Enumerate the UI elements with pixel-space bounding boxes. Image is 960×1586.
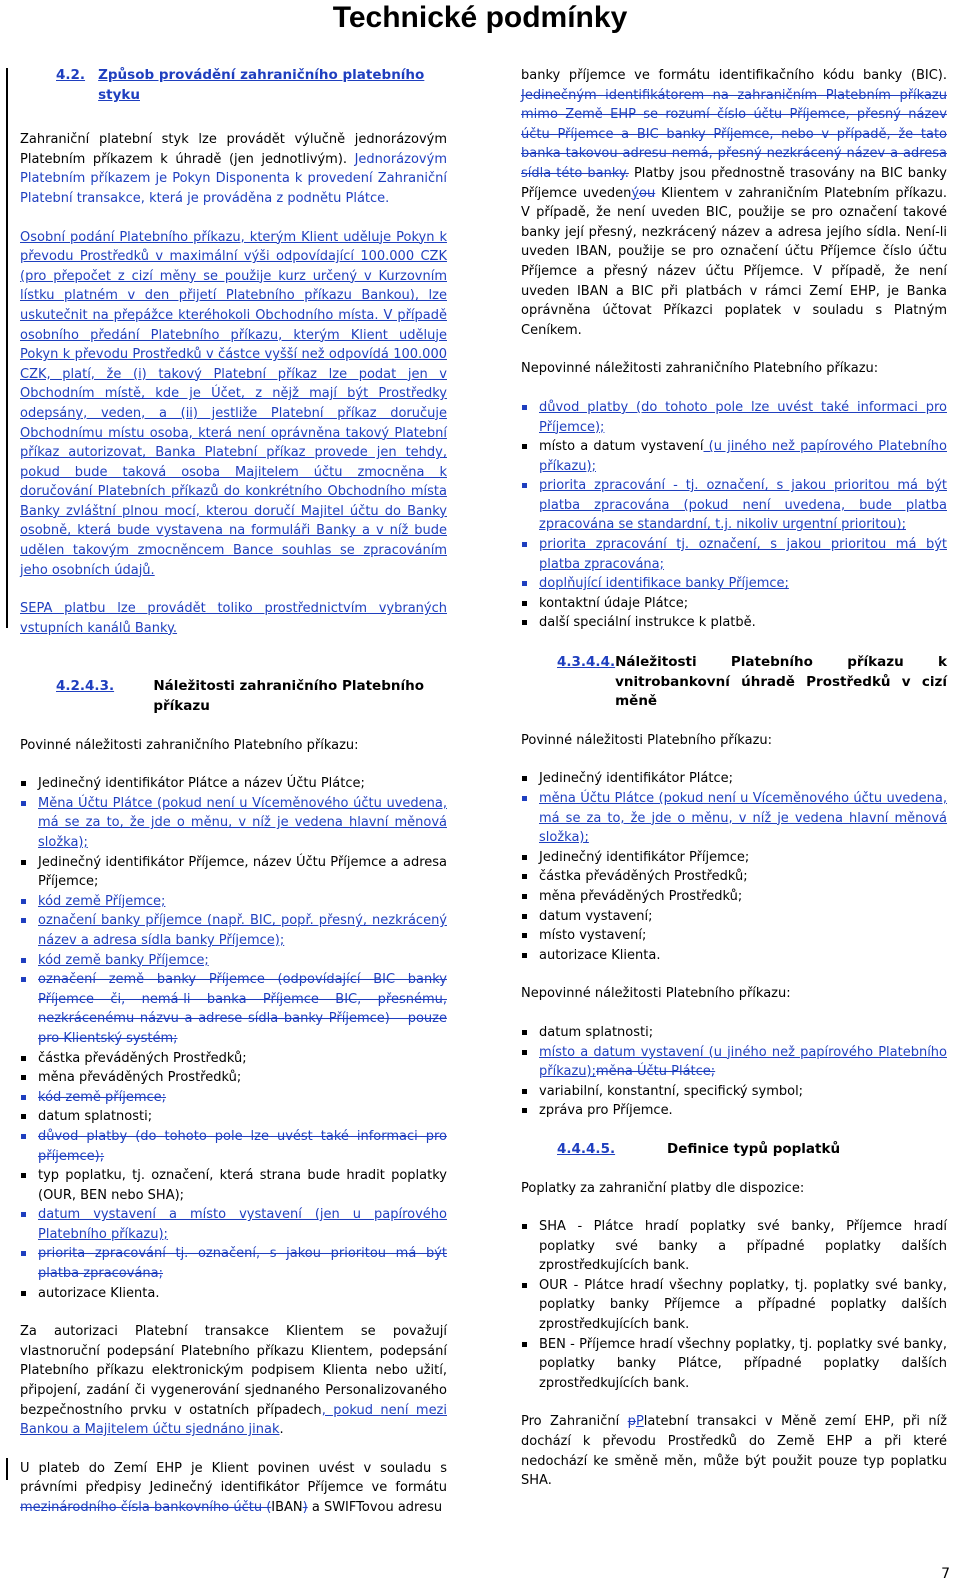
section-heading-4-5 <box>521 1140 947 1160</box>
text-segment: a SWIFTovou adresu <box>307 1500 443 1515</box>
list-item-text: důvod platby (do tohoto pole lze uvést také informaci pro příjemce); <box>38 1128 447 1164</box>
mandatory-list <box>20 774 447 1303</box>
list-item <box>521 1217 947 1276</box>
list-item <box>20 1049 447 1069</box>
list-item-text: Jedinečný identifikátor Příjemce; <box>539 849 750 865</box>
text-segment: Jedinečným identifikátorem na zahraničním Platebním příkazu mimo Země EHP se rozumí číslo účtu Příjemce, přesný název účtu Příjemce a BIC banky Příjemce, nebo v případě, že tato banka takovou adresu nemá, přesný nezkrácený název a adresa sídla této banky. <box>521 87 947 181</box>
list-item <box>20 774 447 794</box>
text-segment: ou <box>639 185 656 201</box>
mandatory-list <box>521 769 947 965</box>
list-item-text: variabilní, konstantní, specifický symbol; <box>539 1083 804 1099</box>
list-item <box>521 398 947 437</box>
list-item <box>20 911 447 950</box>
section-heading-4-4 <box>521 653 947 712</box>
list-item-text: priorita zpracování tj. označení, s jakou prioritou má být platba zpracována; <box>38 1246 447 1282</box>
list-item-text: priorita zpracování tj. označení, s jakou prioritou má být platba zpracována; <box>539 537 947 572</box>
list-item-text: datum splatnosti; <box>539 1024 654 1040</box>
list-item <box>20 1166 447 1205</box>
list-item <box>521 574 947 594</box>
list-item-text: Měna Účtu Plátce (pokud není u Víceměnového účtu uvedena, má se za to, že jde o měnu, v níž je vedena hlavní měnová složka); <box>38 795 447 850</box>
text-segment: U plateb do Zemí EHP je Klient povinen uvést v souladu s právními předpisy Jedinečný identifikátor Příjemce ve formátu <box>20 1460 447 1496</box>
paragraph: Povinné náležitosti zahraničního Platebního příkazu: <box>20 737 359 753</box>
paragraph: Osobní podání Platebního příkazu, kterým Klient uděluje Pokyn k převodu Prostředků v maximální výši odpovídající 100.000 CZK (pro přepočet z cizí měny se použije kurz určený v Kurzovním lístku platném v den přijetí Platebního příkazu Bankou), lze uskutečnit na přepážce kteréhokoli Obchodního místa. V případě osobního předání Platebního příkazu, kterým Klient uděluje Pokyn k převodu Prostředků v částce vyšší než odpovídá 100.000 CZK, platí, že (i) takový Platební příkaz lze podat jen v Obchodním místě, kde je Účet, z nějž mají být Prostředky odepsány, veden, a (ii) jestliže Platební příkaz doručuje Obchodnímu místu osoba, která není oprávněna takový Platební příkaz autorizovat, Banka Platební příkaz provede jen tehdy, pokud bude taková osoba Majitelem účtu zmocněna k doručování Platebních příkazů do konkrétního Obchodního místa Banky zvláštní plnou mocí, kterou doručí Majitel účtu do Banky osobně, která bude vystavena na formuláři Banky a v níž bude udělen takovým zmocněncem Bance souhlas se zpracováním jeho osobních údajů. <box>20 229 447 578</box>
list-item <box>521 887 947 907</box>
list-item <box>521 907 947 927</box>
text-segment: P <box>635 1414 644 1430</box>
change-bar <box>6 1458 8 1480</box>
list-item <box>521 1101 947 1121</box>
list-item-text: zpráva pro Příjemce. <box>539 1103 673 1119</box>
list-item <box>521 476 947 535</box>
list-item-text: OUR - Plátce hradí všechny poplatky, tj. poplatky své banky, poplatky banky Příjemce a případné poplatky dalších zprostředkujících bank. <box>539 1277 947 1333</box>
paragraph: Nepovinné náležitosti zahraničního Platebního příkazu: <box>521 361 879 377</box>
list-item <box>20 1244 447 1283</box>
list-item-text: další speciální instrukce k platbě. <box>539 615 756 631</box>
list-item <box>521 1023 947 1043</box>
paragraph <box>20 1322 447 1440</box>
section-number: 4.3.4.4. <box>557 654 616 671</box>
text-segment: Pro Zahraniční <box>521 1414 628 1430</box>
list-item <box>521 1043 947 1082</box>
list-item-text: autorizace Klienta. <box>38 1285 160 1301</box>
list-item-text: částka převáděných Prostředků; <box>38 1050 247 1066</box>
text-segment: p <box>627 1414 636 1430</box>
paragraph: Poplatky za zahraniční platby dle dispozice: <box>521 1180 805 1196</box>
paragraph <box>20 1459 447 1518</box>
list-item-text: kód země Příjemce; <box>38 893 166 909</box>
list-item-text: částka převáděných Prostředků; <box>539 869 748 885</box>
list-item-text: Jedinečný identifikátor Plátce a název Účtu Plátce; <box>38 776 365 792</box>
list-item-text: měna převáděných Prostředků; <box>38 1070 242 1086</box>
list-item <box>521 1276 947 1335</box>
list-item-text: typ poplatku, tj. označení, která strana bude hradit poplatky (OUR, BEN nebo SHA); <box>38 1168 447 1203</box>
text-segment: IBAN <box>271 1500 303 1515</box>
list-item <box>521 535 947 574</box>
list-item-text: kód země banky Příjemce; <box>38 952 209 968</box>
text-segment: . <box>279 1422 284 1438</box>
optional-list <box>521 398 947 633</box>
list-item-text: měna Účtu Plátce (pokud není u Víceměnového účtu uvedena, má se za to, že jde o měnu, v níž je vedena hlavní měnová složka); <box>539 791 947 846</box>
left-column <box>20 66 447 1518</box>
list-item-text: priorita zpracování - tj. označení, s jakou prioritou má být platba zpracována (pokud není uvedena, bude platba zpracována se standardní, t.j. nikoliv urgentní prioritou); <box>539 478 947 533</box>
section-title: Způsob provádění zahraničního platebního styku <box>98 67 425 103</box>
paragraph <box>20 130 447 208</box>
text-segment: banky příjemce ve formátu identifikačního kódu banky (BIC). <box>521 68 947 83</box>
list-item-text: SHA - Plátce hradí poplatky své banky, Příjemce hradí poplatky své banky a případné poplatky dalších zprostředkujících bank. <box>539 1219 947 1274</box>
list-item-text: datum splatnosti; <box>38 1109 153 1125</box>
paragraph <box>521 1412 947 1490</box>
list-item-text: datum vystavení a místo vystavení (jen u papírového Platebního příkazu); <box>38 1207 447 1242</box>
section-title: Náležitosti zahraničního Platebního příkazu <box>153 678 424 715</box>
list-item-text: měna Účtu Plátce; <box>596 1064 716 1080</box>
list-item-text: označení banky příjemce (např. BIC, popř. přesný, nezkrácený název a adresa sídla banky Příjemce); <box>38 913 447 948</box>
list-item-text: měna převáděných Prostředků; <box>539 888 743 904</box>
list-item <box>20 794 447 853</box>
list-item-text: Jedinečný identifikátor Plátce; <box>539 771 733 787</box>
list-item-text: kód země příjemce; <box>38 1089 167 1105</box>
paragraph: SEPA platbu lze provádět toliko prostřednictvím vybraných vstupních kanálů Banky. <box>20 601 447 636</box>
section-heading-4-2 <box>20 66 447 105</box>
list-item <box>521 867 947 887</box>
section-number: 4.2. <box>56 67 86 83</box>
page-title: Technické podmínky <box>332 1 628 34</box>
paragraph <box>521 66 947 340</box>
list-item <box>20 1107 447 1127</box>
list-item <box>521 946 947 966</box>
text-segment: ) <box>302 1500 308 1515</box>
list-item-text: doplňující identifikace banky Příjemce; <box>539 576 789 592</box>
list-item <box>521 789 947 848</box>
list-item <box>521 926 947 946</box>
list-item <box>20 1068 447 1088</box>
page-number: 7 <box>941 1566 950 1582</box>
list-item <box>521 1335 947 1394</box>
list-item-text: BEN - Příjemce hradí všechny poplatky, tj. poplatky své banky, poplatky banky Plátce, případné poplatky dalších zprostředkujících bank. <box>539 1336 947 1391</box>
list-item <box>521 769 947 789</box>
list-item <box>521 1082 947 1102</box>
optional-list <box>521 1023 947 1121</box>
list-item-text: místo a datum vystavení (u jiného než papírového Platebního příkazu); <box>539 1044 947 1080</box>
text-segment: Klientem v zahraničním Platebním příkazu. V případě, že není uveden BIC, použije se pro označení takové banky její přesný, nezkrácený název a adresa jejího sídla. Není-li uveden IBAN, použije se pro označení účtu Příjemce číslo účtu Příjemce a přesný název účtu Příjemce. V případě, že není uveden IBAN a BIC při platbách v rámci Zemí EHP, je Banka oprávněna účtovat Příkazci poplatek v souladu s Platným Ceníkem. <box>521 185 947 338</box>
text-segment: ý <box>631 185 640 201</box>
section-number: 4.2.4.3. <box>56 678 115 695</box>
list-item <box>20 853 447 892</box>
list-item <box>521 848 947 868</box>
list-item <box>20 951 447 971</box>
list-item <box>20 970 447 1048</box>
list-item-text: datum vystavení; <box>539 908 653 924</box>
list-item <box>20 892 447 912</box>
list-item <box>521 613 947 633</box>
text-segment: Jednorázovým Platebním příkazem je Pokyn Disponenta k provedení Zahraniční Platební transakce, která je prováděna z podnětu Plátce. <box>20 151 447 206</box>
list-item-text: autorizace Klienta. <box>539 947 661 963</box>
fee-list <box>521 1217 947 1393</box>
section-heading-4-3 <box>20 677 447 716</box>
text-segment: , pokud není mezi Bankou a Majitelem účtu sjednáno jinak <box>20 1402 447 1438</box>
text-segment: Zahraniční platební styk lze provádět výlučně jednorázovým Platebním příkazem k úhradě (jen jednotlivým). <box>20 132 447 167</box>
text-segment: Platby jsou přednostně trasovány na BIC banky Příjemce uveden <box>521 165 947 201</box>
section-number: 4.4.4.5. <box>557 1140 616 1157</box>
list-item-text: důvod platby (do tohoto pole lze uvést také informaci pro Příjemce); <box>539 399 947 435</box>
list-item-text: místo a datum vystavení <box>539 439 704 455</box>
list-item <box>20 1205 447 1244</box>
text-segment: Za autorizaci Platební transakce Klientem se považují vlastnoruční podepsání Platebního příkazu Klientem, podepsání Platebního příkazu elektronickým podpisem Klienta nebo užití, připojení, zadání či vygenerování sjednaného Personalizovaného bezpečnostního prvku v ostatních případech <box>20 1324 447 1418</box>
text-segment: mezinárodního čísla bankovního účtu ( <box>20 1500 272 1515</box>
right-column <box>521 66 947 1491</box>
list-item <box>521 437 947 476</box>
list-item-text: kontaktní údaje Plátce; <box>539 595 689 611</box>
list-item-text: místo vystavení; <box>539 928 647 944</box>
change-bar <box>6 68 8 628</box>
paragraph: Povinné náležitosti Platebního příkazu: <box>521 732 773 748</box>
text-segment: latební transakci v Měně zemí EHP, při níž dochází k převodu Prostředků do Země EHP a při které nedochází ke směně měn, může být použit pouze typ poplatku SHA. <box>521 1414 947 1489</box>
section-title: Definice typů poplatků <box>667 1140 841 1157</box>
list-item-text: (u jiného než papírového Platebního příkazu); <box>539 439 947 474</box>
list-item <box>20 1127 447 1166</box>
list-item <box>20 1088 447 1108</box>
section-title: Náležitosti Platebního příkazu k vnitrobankovní úhradě Prostředků v cizí měně <box>615 654 947 710</box>
list-item-text: Jedinečný identifikátor Příjemce, název Účtu Příjemce a adresa Příjemce; <box>38 854 447 890</box>
list-item-text: označení země banky Příjemce (odpovídající BIC banky Příjemce či, nemá-li banka Příjemce BIC, přesnému, nezkrácenému názvu a adrese sídla banky Příjemce) – pouze pro Klientský systém; <box>38 972 447 1046</box>
list-item <box>521 594 947 614</box>
list-item <box>20 1284 447 1304</box>
paragraph: Nepovinné náležitosti Platebního příkazu: <box>521 986 791 1002</box>
